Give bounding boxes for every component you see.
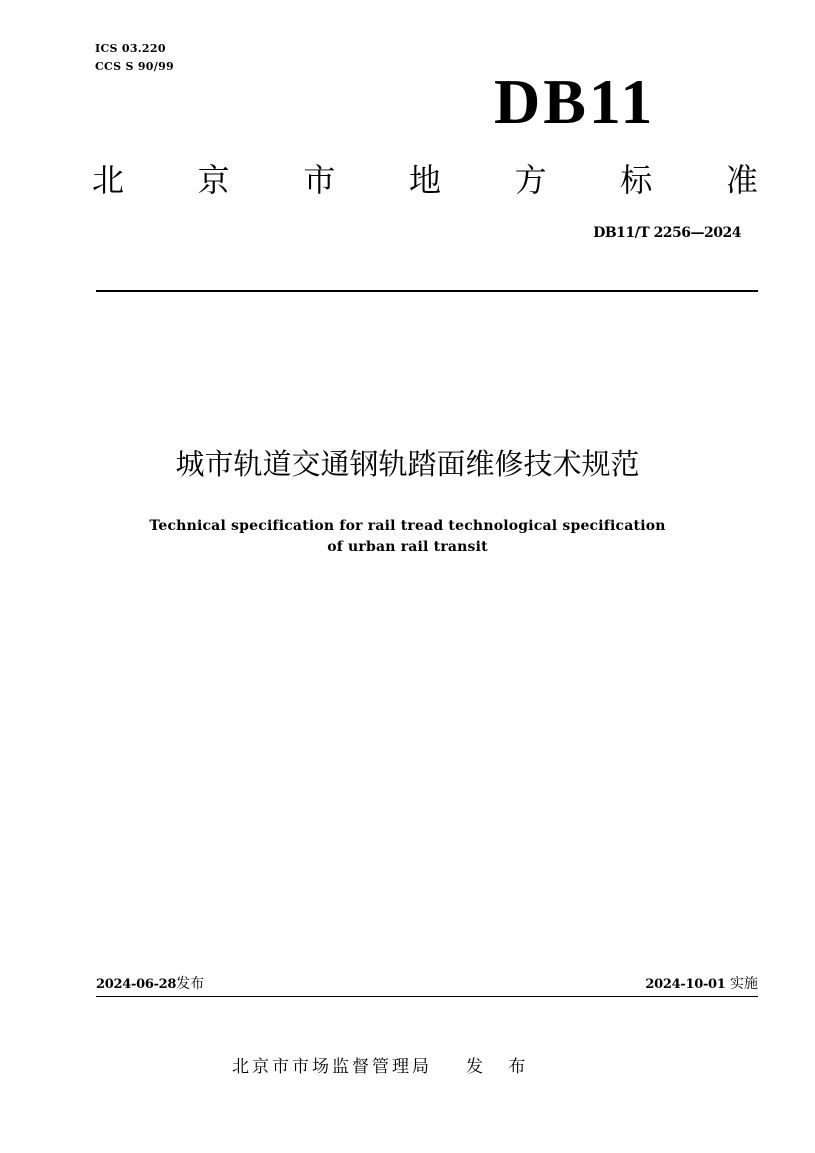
implement-label: 实施 <box>730 976 758 992</box>
standard-logo: DB11 <box>494 66 656 137</box>
standard-number: DB11/T 2256—2024 <box>593 225 741 241</box>
release-date-block <box>96 974 204 995</box>
document-title-english <box>60 516 755 558</box>
standard-type-char: 准 <box>725 161 758 199</box>
implement-date-block <box>645 974 758 995</box>
english-title-line-1: Technical specification for rail tread technological specification <box>149 518 666 534</box>
issue-label: 发 布 <box>466 1057 536 1077</box>
english-title-line-2: of urban rail transit <box>327 539 488 555</box>
implement-date: 2024-10-01 <box>645 977 726 992</box>
header-divider <box>96 290 758 292</box>
standard-type-char: 北 <box>92 161 125 199</box>
standard-type-char: 京 <box>197 161 230 199</box>
classification-codes <box>95 40 174 76</box>
standard-type-heading <box>92 158 758 202</box>
standard-type-char: 标 <box>620 161 653 199</box>
issuer-name: 北京市市场监督管理局 <box>232 1057 432 1077</box>
document-title-chinese: 城市轨道交通钢轨踏面维修技术规范 <box>175 447 640 481</box>
release-label: 发布 <box>176 976 205 992</box>
ics-code: ICS 03.220 <box>95 42 166 55</box>
standard-type-char: 市 <box>303 161 336 199</box>
footer-divider <box>96 996 758 997</box>
issuing-authority <box>232 1054 535 1080</box>
standard-type-char: 地 <box>408 161 441 199</box>
standard-type-char: 方 <box>514 161 547 199</box>
ccs-code: CCS S 90/99 <box>95 60 174 73</box>
release-date: 2024-06-28 <box>96 977 177 992</box>
